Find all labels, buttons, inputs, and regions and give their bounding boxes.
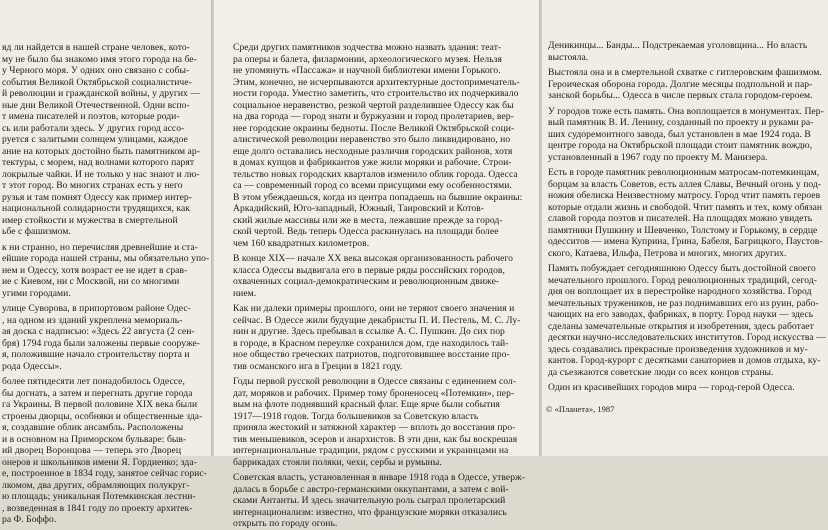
text-line: Среди других памятников зодчества можно назвать здания: теат- <box>233 42 502 53</box>
text-line: национальной солидарности трудящихся, как <box>2 203 190 214</box>
text-line: социальное неравенство, резкой чертой разделившее Одессу как бы <box>233 99 514 111</box>
text-line: я, создавшие облик ансамбль. Расположены <box>2 422 184 433</box>
text-line: ра Ф. Боффо. <box>2 514 57 525</box>
text-line: сками Антанты. И здесь значительную роль сыграл пролетарский <box>233 495 506 506</box>
left-page-text <box>2 42 209 526</box>
text-line: тив меньшевиков, эсеров и анархистов. В эти дни, как бы воскрешая <box>233 433 518 445</box>
text-line: к ни странно, но перечисляя древнейшие и ста- <box>2 241 198 253</box>
text-line: му не было бы знакомо имя этого города на бе- <box>2 53 197 65</box>
middle-page <box>214 0 539 529</box>
copyright-notice: © «Планета», 1987 <box>546 404 615 414</box>
text-line: Выстояла она и в смертельной схватке с гитлеровским фашизмом. <box>548 67 822 78</box>
text-line: Деникинцы... Банды... Подстрекаемая уголовщина... Но власть <box>548 40 808 51</box>
text-line: ших судоремонтного завода, был установлен в мае 1924 года. В <box>548 128 811 140</box>
text-line: борцам за власть Советов, есть аллея Славы, Вечный огонь у под- <box>548 178 822 190</box>
middle-page-text <box>233 42 525 530</box>
text-line: улице Суворова, в припортовом районе Одес- <box>2 303 191 314</box>
text-line: Аркадийский, Юго-западный, Южный, Таировский и Котов- <box>233 203 485 214</box>
text-line: я, положившие начало строительству порта и <box>2 349 190 360</box>
text-line: памятники Пушкину и Шевченко, Толстому и Горькому, в сердце <box>548 224 818 236</box>
text-line: , на одном из зданий укреплена мемориаль- <box>2 314 183 326</box>
text-line: Советская власть, установленная в январе 1918 года в Одессе, утверж- <box>233 472 525 483</box>
text-line: алистической революции неравенство это было ликвидировано, но <box>233 134 511 145</box>
text-line: лкомом, два других, обрамляющих полукруг- <box>2 479 190 491</box>
text-line: в городе, в Красном переулке сохранился дом, где находилось тай- <box>233 337 509 349</box>
text-line: славой города поэтов и писателей. На площадях можно увидеть <box>548 213 813 224</box>
text-line: выстояла. <box>548 51 589 63</box>
right-page <box>542 0 828 456</box>
text-line: мечательного прошлого. Город революционных традиций, сегод- <box>548 274 818 286</box>
text-line: нием. <box>233 287 257 299</box>
text-line: кантов. Город-курорт с десятками санаториев и домов отдыха, ку- <box>548 355 821 366</box>
text-line: Героическая оборона города. Долгие месяцы подпольной и пар- <box>548 78 813 90</box>
text-line: Один из красивейших городов мира — город-герой Одесса. <box>548 382 795 393</box>
text-line: яд ли найдется в нашей стране человек, кото- <box>2 42 190 53</box>
text-line: тельство новых городских кварталов изменило облик города. Одесса <box>233 168 518 180</box>
text-line: рода Одессы». <box>2 360 62 372</box>
text-line: в домах купцов и фабрикантов уже жили моряки и рабочие. Строи- <box>233 157 512 168</box>
text-line: ание на которых достойно быть памятником ар- <box>2 145 200 157</box>
text-line: события Великой Октябрьской социалистиче- <box>2 76 192 88</box>
text-line: сь или работали здесь. У других город ассо- <box>2 122 185 134</box>
text-line: чем 160 квадратных километров. <box>233 237 370 249</box>
text-line: ейшие города нашей страны, мы обязательно упо- <box>2 253 210 264</box>
text-line: строены дворцы, особняки и общественные зда- <box>2 410 203 422</box>
text-line: угими городами. <box>2 287 71 299</box>
text-line: десятки научно-исследовательских институтов. Город искусства — <box>548 332 826 343</box>
text-line: чающих на его заводах, фабриках, в порту. Город науки — здесь <box>548 309 814 320</box>
text-line: ая доска с надписью: «Здесь 22 августа (2 сен- <box>2 326 195 337</box>
text-line: более пятидесяти лет понадобилось Одессе, <box>2 376 185 387</box>
text-line: приняла жестокий и затяжной характер — вплоть до восстания про- <box>233 422 516 433</box>
text-line: У городов тоже есть память. Она воплощается в монументах. Пер- <box>548 105 824 117</box>
text-line: ю площадь; уникальная Потемкинская лестни- <box>2 491 196 502</box>
text-line: сейчас. В Одессе жили будущие декабристы П. И. Пестель, М. С. Лу- <box>233 314 521 326</box>
text-line: одесситов — имена Куприна, Грина, Бабеля, Багрицкого, Паустов- <box>548 236 823 247</box>
text-line: вым на флоте поднявший красный флаг. Еще ярче были события <box>233 399 500 410</box>
text-line: бря) 1794 года были заложены первые сооруже- <box>2 337 201 349</box>
text-line: ского, Катаева, Ильфа, Петрова и многих, многих других. <box>548 247 787 259</box>
text-line: ное общество греческих патриотов, подготовившее восстание про- <box>233 349 510 360</box>
text-line: Этим, конечно, не исчерпываются архитектурные достопримечатель- <box>233 76 520 88</box>
text-line: т этот город. Во многих странах есть у него <box>2 180 183 191</box>
text-line: В конце XIX— начале XX века высокая организованность рабочего <box>233 253 514 264</box>
text-line: ской чертой. Ведь теперь Одесса раскинулась на площади более <box>233 226 499 237</box>
text-line: нее городские окраины бедноты. После Великой Октябрьской соци- <box>233 122 515 134</box>
text-line: ножия обелиска Неизвестному матросу. Город чтит память героев <box>548 190 821 201</box>
text-line: са — современный город со всеми присущими ему особенностями. <box>233 180 512 191</box>
text-line: Есть в городе памятник революционным матросам-потемкинцам, <box>548 167 820 178</box>
text-line: е, построенное в 1834 году, занятое сейчас горис- <box>2 468 207 479</box>
right-page-text <box>548 40 826 394</box>
text-line: центре города на Октябрьской площади стоит памятник вождю, <box>548 140 813 151</box>
text-line: мечательных тружеников, не раз поднимавших его из руин, рабо- <box>548 297 819 309</box>
text-line: далась в борьбе с австро-германскими оккупантами, а затем с вой- <box>233 483 509 495</box>
text-line: на два города — город знати и буржуазии и город пролетариев, вер- <box>233 111 514 122</box>
left-page <box>0 0 211 525</box>
text-line: бы догнать, а затем и перегнать другие города <box>2 387 193 399</box>
text-line: сделаны замечательные открытия и изобретения, здесь работает <box>548 320 814 332</box>
text-line: охваченных социал-демократическим и революционным движе- <box>233 276 500 287</box>
text-line: баррикадах стояли поляки, чехи, сербы и румыны. <box>233 456 442 468</box>
text-line: которые отдали жизнь и свободой. Чтит память и тех, кому обязан <box>548 201 823 213</box>
text-line: открыть по городу огонь. <box>233 518 338 529</box>
text-line: ие с Киевом, ни с Москвой, ни со многими <box>2 276 180 287</box>
text-line: здесь создавались прекрасные произведения художников и му- <box>548 343 808 355</box>
text-line: т имена писателей и поэтов, которые роди- <box>2 111 180 122</box>
text-line: и в основном на Приморском бульваре: быв- <box>2 433 187 445</box>
text-line: онеров и школьников имени Я. Гордиенко; зда- <box>2 456 197 468</box>
text-line: класса Одессы выдвигала его в первые ряды российских городов, <box>233 264 505 276</box>
text-line: Как ни далеки примеры прошлого, они не теряют своего значения и <box>233 303 515 314</box>
text-line: еще долго оставались несходные различия городских районов, хотя <box>233 145 513 157</box>
text-line: да съезжаются советские люди со всех концов страны. <box>548 366 774 378</box>
text-line: га Украины. В первой половине XIX века были <box>2 399 198 410</box>
text-line: локрылые чайки. И не только у нас знают и лю- <box>2 168 200 180</box>
text-line: вый памятник В. И. Ленину, созданный по проекту и руками ра- <box>548 117 814 128</box>
text-line: дня он воплощает их в перестройке народного хозяйства. Город <box>548 286 812 297</box>
text-line: тив османского ига в Греции в 1821 году. <box>233 360 403 372</box>
text-line: интернациональные традиции, рядом с русскими и украинцами на <box>233 445 509 456</box>
text-line: ра оперы и балета, филармонии, археологического музея. Нельзя <box>233 53 502 65</box>
text-line: ности города. Уместно заметить, что строительство их подчеркивало <box>233 88 519 99</box>
text-line: Годы первой русской революции в Одессе связаны с единением сол- <box>233 376 517 387</box>
text-line: ьбе с фашизмом. <box>2 226 71 237</box>
text-line: В этом убеждаешься, когда из центра попадаешь на бывшие окраины: <box>233 191 523 203</box>
text-line: тектуры, с морем, над волнами которого парят <box>2 157 195 168</box>
text-line: ий дворец Воронцова — теперь это Дворец <box>2 445 182 456</box>
text-line: руется с залитыми солнцем улицами, каждое <box>2 134 188 145</box>
text-line: й революции и гражданской войны, у других — <box>2 88 200 99</box>
text-line: дат, моряков и рабочих. Пример тому броненосец «Потемкин», пер- <box>233 387 515 399</box>
text-line: Память побуждает сегодняшнюю Одессу быть достойной своего <box>548 263 816 274</box>
text-line: нем и Одессу, хотя возраст ее не идет в срав- <box>2 264 188 276</box>
text-line: рузья и там помнят Одессу как пример интер- <box>2 191 193 203</box>
text-line: имер стойкости и мужества в смертельной <box>2 214 178 226</box>
text-line: не упомянуть «Пассажа» и научной библиотеки имени Горького. <box>233 65 501 76</box>
text-line: занской борьбы... Одесса в числе первых стала городом-героем. <box>548 90 813 101</box>
text-line: интернационализм: известно, что французские моряки отказались <box>233 506 507 518</box>
text-line: ский жилые массивы или же в места, лежавшие прежде за город- <box>233 214 503 226</box>
text-line: 1917—1918 годов. Тогда большевиков за Советскую власть <box>233 410 479 422</box>
text-line: установленный в 1967 году по проекту М. Манизера. <box>548 151 768 163</box>
text-line: ные дни Великой Отечественной. Одни вспо- <box>2 99 190 111</box>
text-line: нин и другие. Здесь пребывал в ссылке А. С. Пушкин. До сих пор <box>233 326 505 337</box>
text-line: , возведенная в 1841 году по проекту архитек- <box>2 502 193 514</box>
text-line: у Черного моря. У одних оно связано с собы- <box>2 65 190 76</box>
